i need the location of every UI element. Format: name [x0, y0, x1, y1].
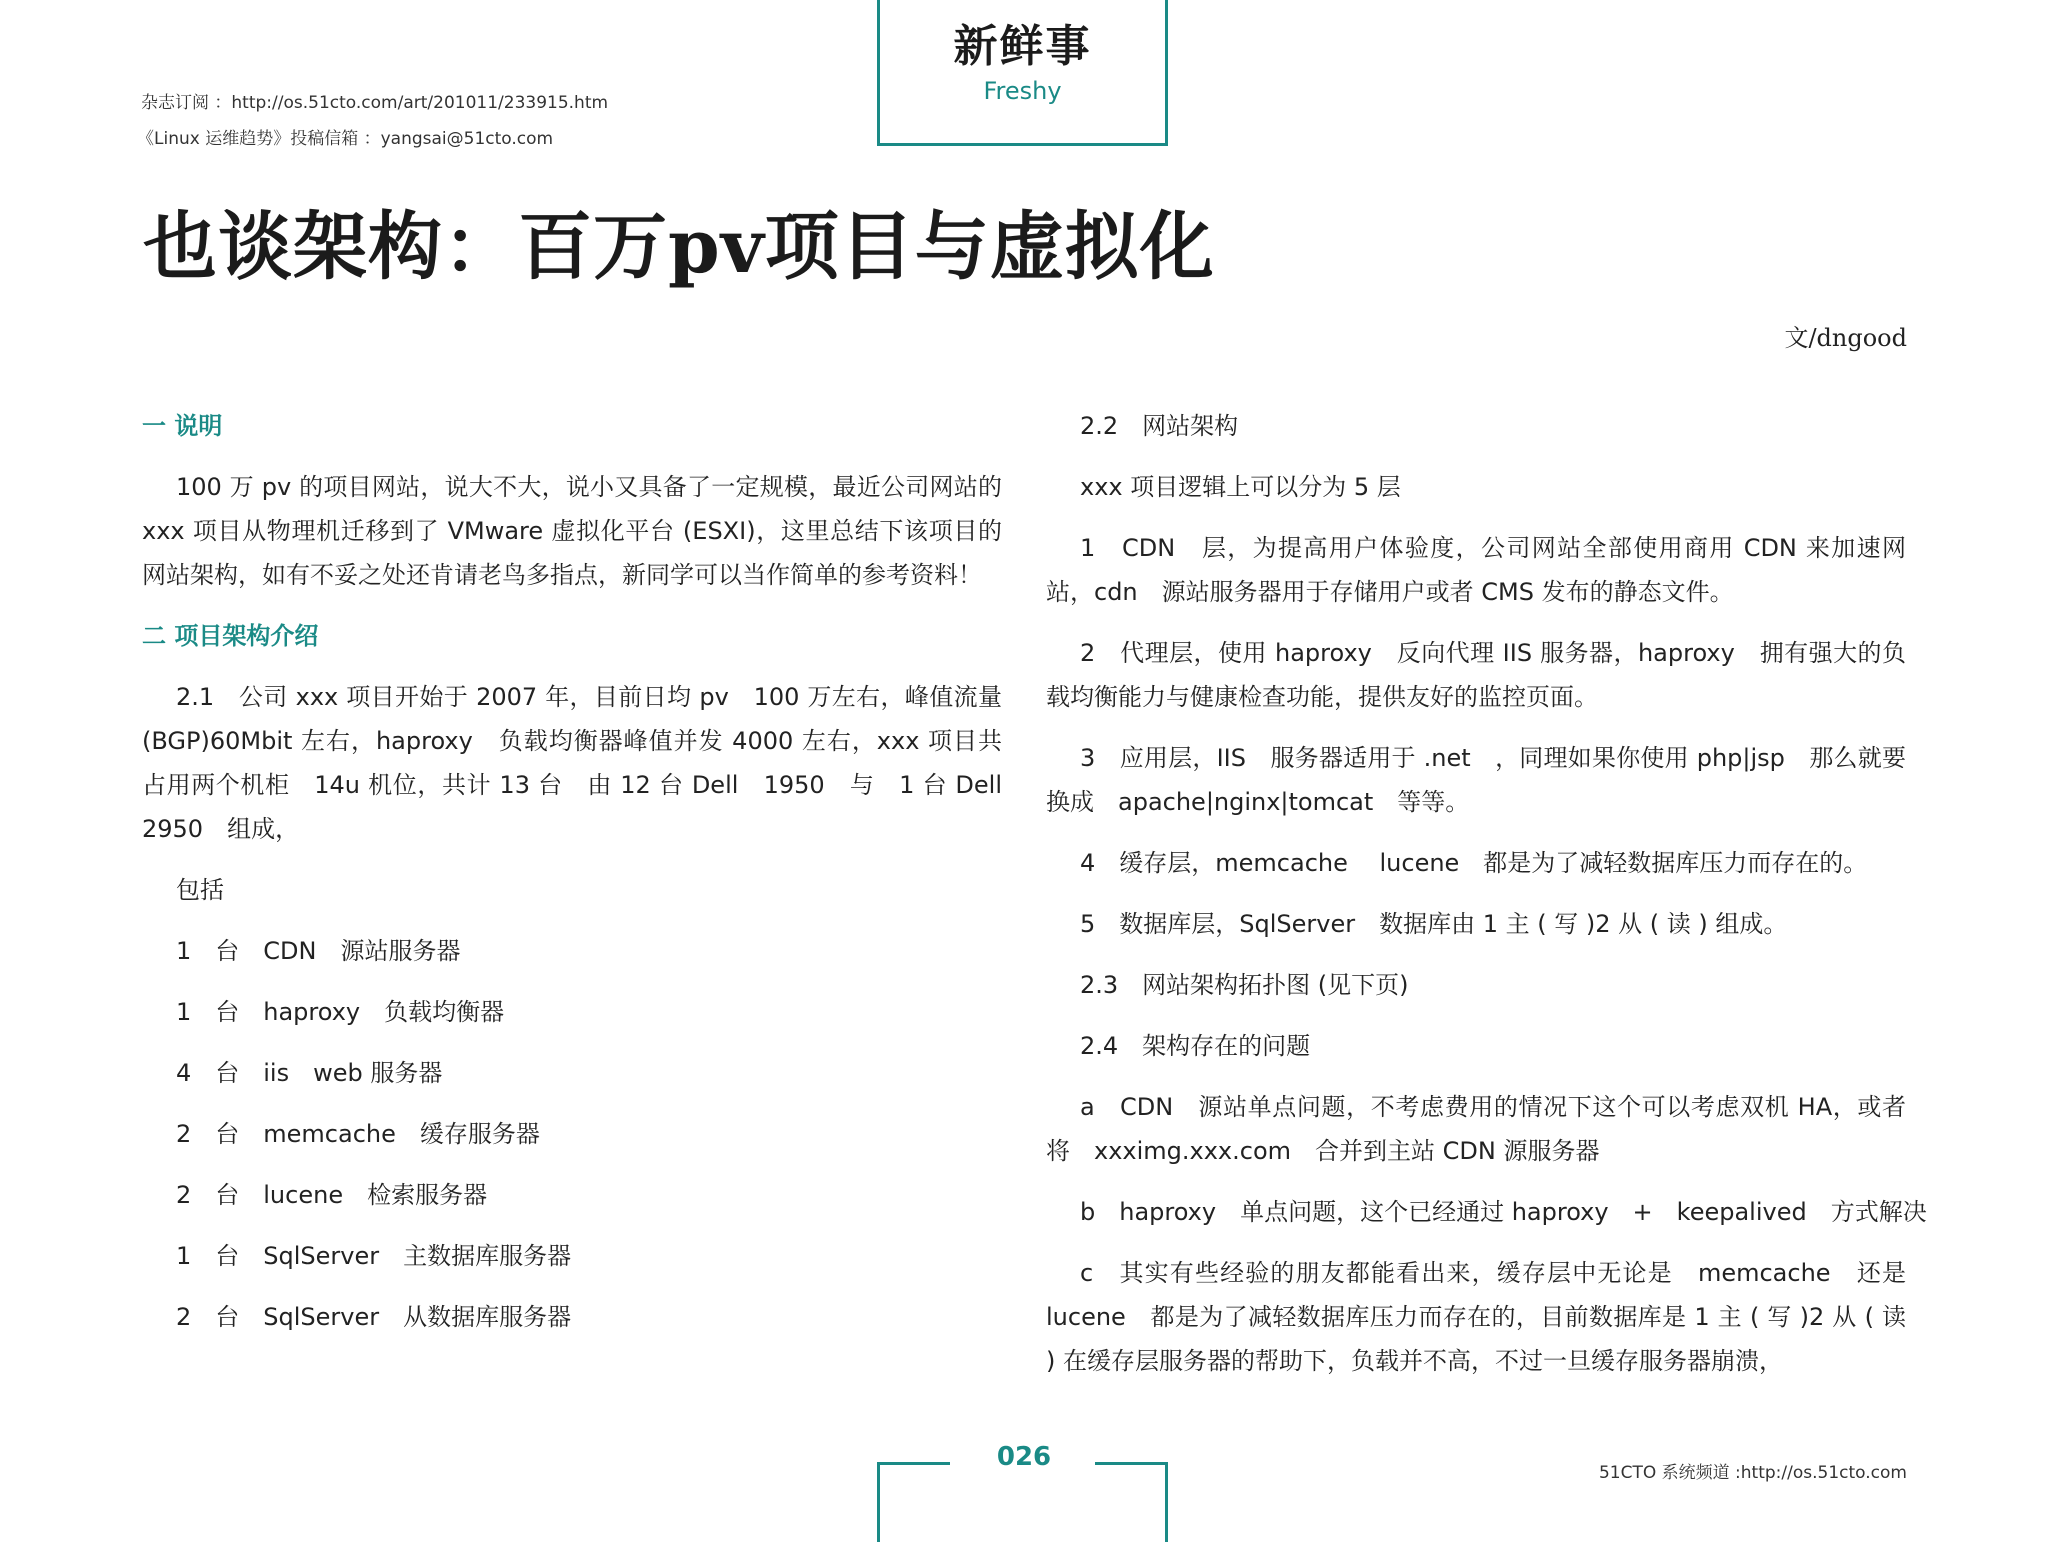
page-number: 026	[996, 1442, 1052, 1472]
left-column	[142, 404, 1026, 1356]
layer-cache: 4 缓存层，memcache lucene 都是为了减轻数据库压力而存在的。	[1080, 849, 1868, 877]
layer-application: 3 应用层，IIS 服务器适用于 .net ，同理如果你使用 php|jsp 那么就要换成 apache|nginx|tomcat 等等。	[1046, 744, 1906, 816]
list-item: 包括	[176, 876, 224, 904]
subscribe-info: 杂志订阅 ：http://os.51cto.com/art/201011/233915.htm	[141, 93, 609, 113]
subheading-issues: 2.4 架构存在的问题	[1080, 1032, 1311, 1060]
list-item: 1 台 CDN 源站服务器	[176, 937, 461, 965]
issue-b: b haproxy 单点问题，这个已经通过 haproxy + keepalived 方式解决	[1080, 1198, 1927, 1226]
subheading-topology: 2.3 网站架构拓扑图 (见下页)	[1080, 971, 1409, 999]
list-item: 2 台 SqlServer 从数据库服务器	[176, 1303, 572, 1331]
list-item: 4 台 iis web 服务器	[176, 1059, 443, 1087]
heading-architecture-intro: 二 项目架构介绍	[142, 622, 319, 650]
layer-cdn: 1 CDN 层，为提高用户体验度，公司网站全部使用商用 CDN 来加速网站，cdn 源站服务器用于存储用户或者 CMS 发布的静态文件。	[1046, 534, 1906, 606]
footer-site: 51CTO 系统频道 :http://os.51cto.com	[1598, 1463, 1907, 1483]
subheading-site-architecture: 2.2 网站架构	[1080, 412, 1239, 440]
section-name: 新鲜事	[953, 21, 1092, 72]
list-item: 1 台 SqlServer 主数据库服务器	[176, 1242, 572, 1270]
layer-database: 5 数据库层，SqlServer 数据库由 1 主 ( 写 )2 从 ( 读 ) 组成。	[1080, 910, 1788, 938]
list-item: 1 台 haproxy 负载均衡器	[176, 998, 505, 1026]
article-author: 文/dngood	[1784, 324, 1907, 352]
paragraph-description: 100 万 pv 的项目网站，说大不大，说小又具备了一定规模，最近公司网站的 xxx 项目从物理机迁移到了 VMware 虚拟化平台 (ESXI)，这里总结下该项目的网站架构，如有不妥之处还肯请老鸟多指点，新同学可以当作简单的参考资料！	[142, 473, 1002, 589]
right-column	[1046, 404, 1927, 1400]
section-label-box	[877, 0, 1168, 146]
issue-c: c 其实有些经验的朋友都能看出来，缓存层中无论是 memcache 还是 lucene 都是为了减轻数据库压力而存在的，目前数据库是 1 主 ( 写 )2 从 ( 读 ) 在缓存层服务器的帮助下，负载并不高，不过一旦缓存服务器崩溃，	[1046, 1259, 1906, 1375]
layer-proxy: 2 代理层，使用 haproxy 反向代理 IIS 服务器，haproxy 拥有强大的负载均衡能力与健康检查功能，提供友好的监控页面。	[1046, 639, 1906, 711]
issue-a: a CDN 源站单点问题，不考虑费用的情况下这个可以考虑双机 HA，或者将 xxximg.xxx.com 合并到主站 CDN 源服务器	[1046, 1093, 1906, 1165]
list-item: 2 台 lucene 检索服务器	[176, 1181, 488, 1209]
article-title: 也谈架构：百万pv项目与虚拟化	[143, 204, 1215, 290]
section-name-en: Freshy	[983, 77, 1062, 105]
submission-info: 《Linux 运维趋势》投稿信箱 ：yangsai@51cto.com	[137, 129, 554, 149]
heading-description: 一 说明	[142, 412, 223, 440]
list-item: 2 台 memcache 缓存服务器	[176, 1120, 540, 1148]
paragraph-project-overview: 2.1 公司 xxx 项目开始于 2007 年，目前日均 pv 100 万左右，峰值流量 (BGP)60Mbit 左右，haproxy 负载均衡器峰值并发 4000 左右，xxx 项目共占用两个机柜 14u 机位，共计 13 台 由 12 台 Dell 1950 与 1 台 Dell 2950 组成，	[142, 683, 1026, 843]
footer-frame	[877, 1462, 1168, 1542]
layers-intro: xxx 项目逻辑上可以分为 5 层	[1080, 473, 1401, 501]
